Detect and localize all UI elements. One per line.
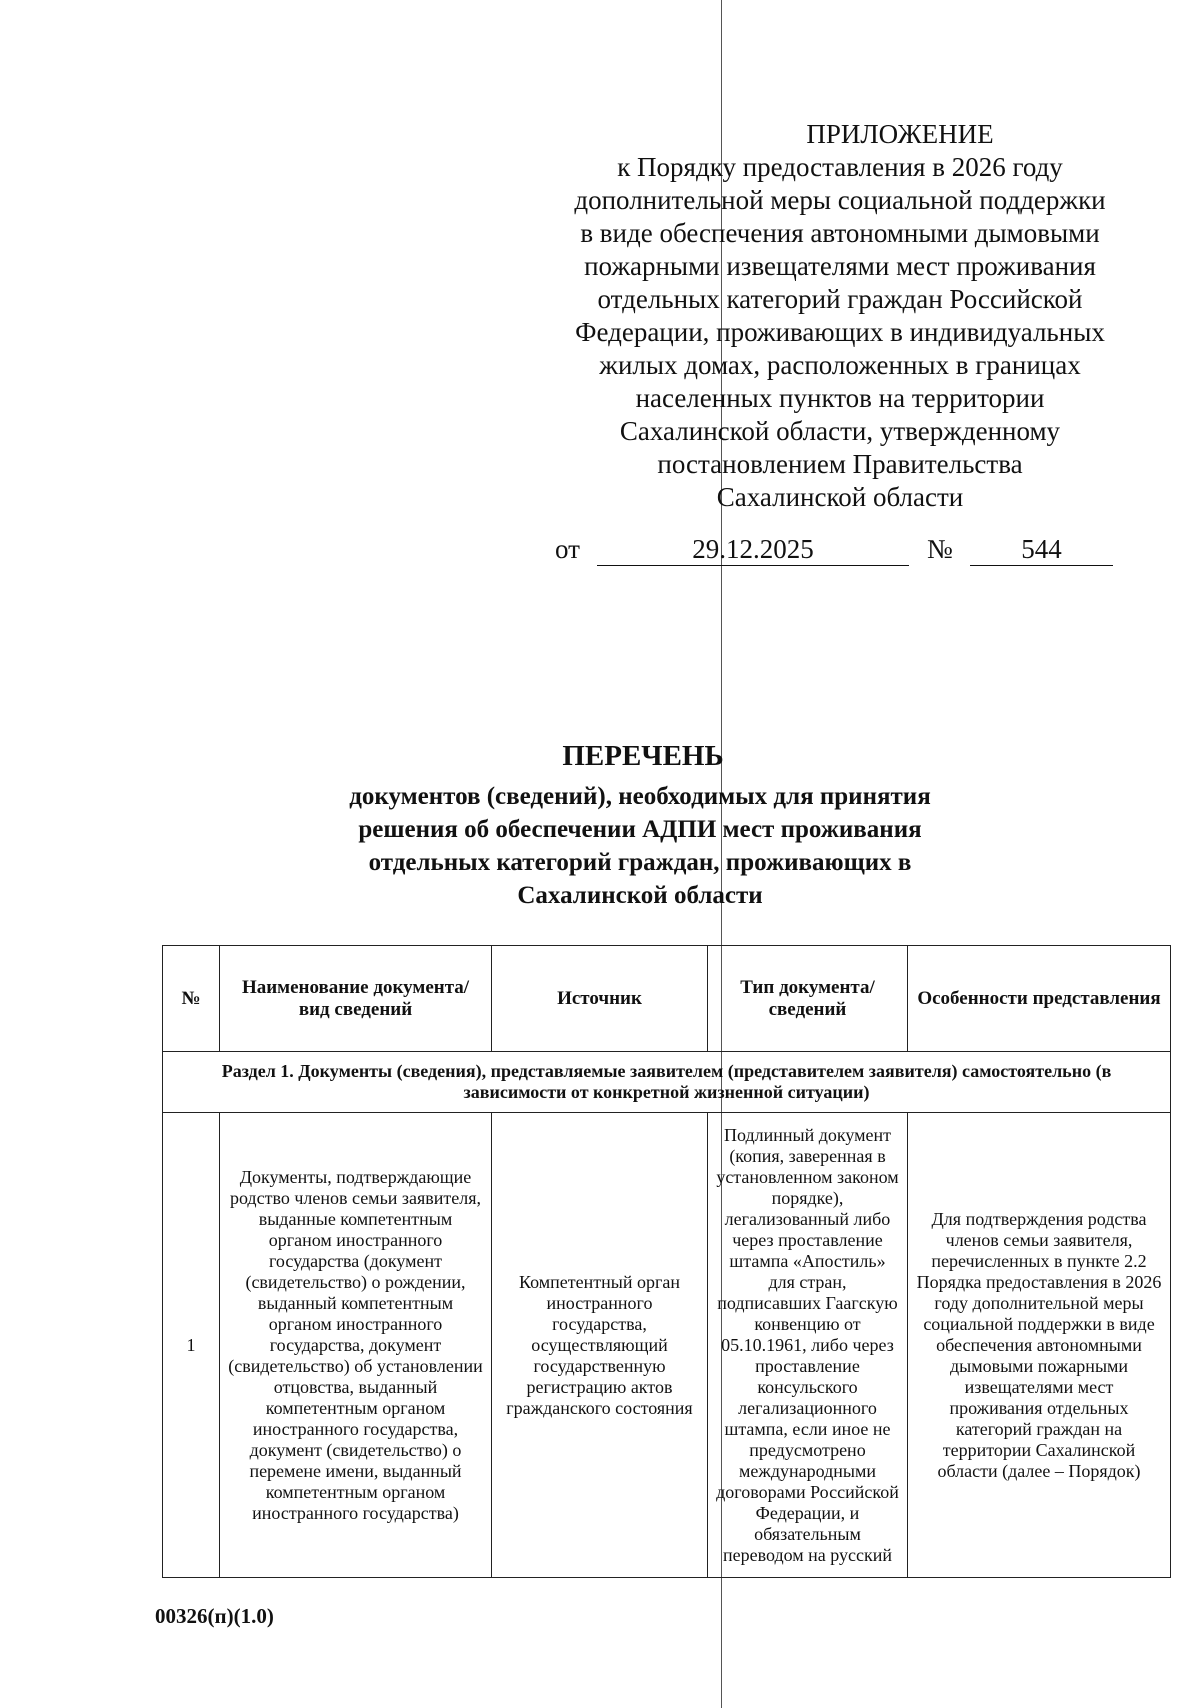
appendix-line: дополнительной меры социальной поддержки bbox=[574, 185, 1106, 215]
cell-type: Подлинный документ (копия, заверенная в установленном законом порядке), легализованный либо через проставление штампа «Апостиль» для стран, подписавших Гаагскую конвенцию от 05.10.1961, либо через проставление консульского легализационного штампа, если иное не предусмотрено международными договорами Российской Федерации, и обязательным переводом на русский bbox=[708, 1113, 908, 1578]
resolution-date: 29.12.2025 bbox=[597, 533, 909, 566]
appendix-line: постановлением Правительства bbox=[657, 449, 1023, 479]
title-line: Сахалинской области bbox=[517, 882, 763, 909]
header-num: № bbox=[163, 946, 220, 1052]
appendix-line: отдельных категорий граждан Российской bbox=[597, 284, 1083, 314]
cell-source: Компетентный орган иностранного государства, осуществляющий государственную регистрацию актов гражданского состояния bbox=[492, 1113, 708, 1578]
section-row bbox=[163, 1052, 1171, 1113]
date-label: от bbox=[555, 534, 580, 564]
resolution-number: 544 bbox=[970, 533, 1113, 566]
appendix-line: жилых домах, расположенных в границах bbox=[599, 350, 1081, 380]
appendix-block bbox=[520, 118, 1160, 514]
document-title bbox=[240, 738, 1040, 912]
appendix-line: Федерации, проживающих в индивидуальных bbox=[575, 317, 1105, 347]
header-features: Особенности представления bbox=[908, 946, 1171, 1052]
table-row bbox=[163, 1113, 1171, 1578]
footer-code: 00326(п)(1.0) bbox=[155, 1604, 274, 1628]
appendix-heading: ПРИЛОЖЕНИЕ bbox=[806, 119, 994, 149]
header-type: Тип документа/ сведений bbox=[708, 946, 908, 1052]
title-subtitle bbox=[240, 780, 1040, 912]
table-header-row bbox=[163, 946, 1171, 1052]
title-line: решения об обеспечении АДПИ мест проживания bbox=[358, 816, 922, 843]
appendix-line: в виде обеспечения автономными дымовыми bbox=[580, 218, 1100, 248]
header-name: Наименование документа/ вид сведений bbox=[220, 946, 492, 1052]
number-label: № bbox=[927, 534, 953, 564]
appendix-line: пожарными извещателями мест проживания bbox=[584, 251, 1096, 281]
documents-table bbox=[162, 945, 1171, 1578]
cell-name: Документы, подтверждающие родство членов семьи заявителя, выданные компетентным органом иностранного государства (документ (свидетельство) о рождении, выданный компетентным органом иностранного государства, документ (свидетельство) об установлении отцовства, выданный компетентным органом иностранного государства, документ (свидетельство) о перемене имени, выданный компетентным органом иностранного государства) bbox=[220, 1113, 492, 1578]
cell-num: 1 bbox=[163, 1113, 220, 1578]
appendix-line: населенных пунктов на территории bbox=[635, 383, 1045, 413]
section-title: Раздел 1. Документы (сведения), представляемые заявителем (представителем заявителя) самостоятельно (в зависимости от конкретной жизненной ситуации) bbox=[163, 1052, 1171, 1113]
title-line: документов (сведений), необходимых для принятия bbox=[349, 783, 931, 810]
cell-features: Для подтверждения родства членов семьи заявителя, перечисленных в пункте 2.2 Порядка предоставления в 2026 году дополнительной меры социальной поддержки в виде обеспечения автономными дымовыми пожарными извещателями мест проживания отдельных категорий граждан на территории Сахалинской области (далее – Порядок) bbox=[908, 1113, 1171, 1578]
appendix-line: к Порядку предоставления в 2026 году bbox=[617, 152, 1063, 182]
header-source: Источник bbox=[492, 946, 708, 1052]
title-line: отдельных категорий граждан, проживающих в bbox=[368, 849, 912, 876]
title-main: ПЕРЕЧЕНЬ bbox=[562, 740, 724, 772]
appendix-line: Сахалинской области bbox=[716, 482, 964, 512]
appendix-line: Сахалинской области, утвержденному bbox=[619, 416, 1061, 446]
